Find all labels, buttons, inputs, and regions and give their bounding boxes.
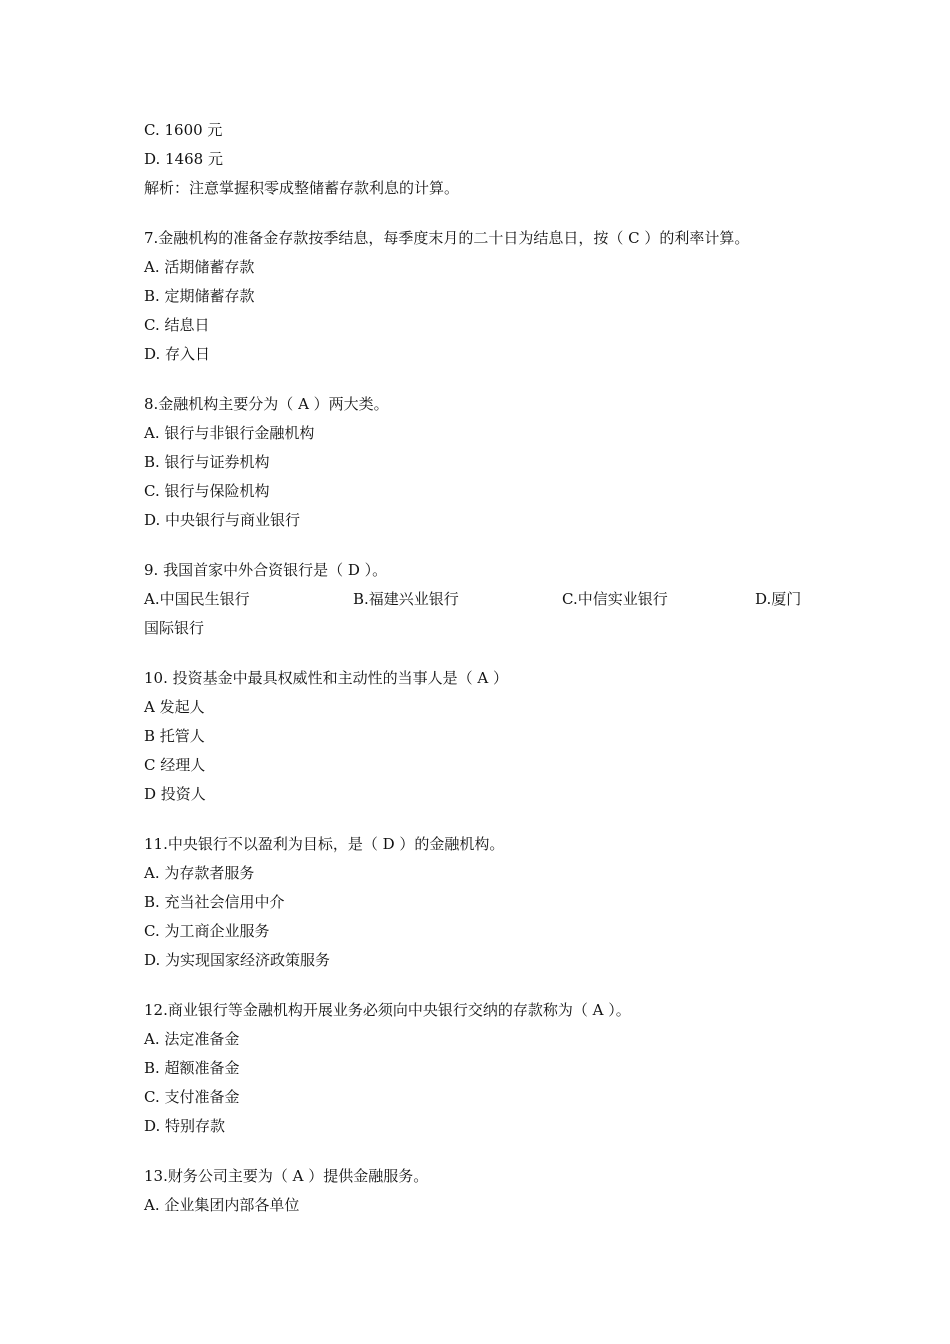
question-stem: 10. 投资基金中最具权威性和主动性的当事人是（ A ） [144,669,508,687]
option-a: A. 活期储蓄存款 [144,258,255,276]
option-b: B.福建兴业银行 [353,590,459,608]
inline-options-row [144,585,824,614]
question-8 [144,390,824,535]
option-d: D. 存入日 [144,345,211,363]
option-d: D. 为实现国家经济政策服务 [144,951,331,969]
option-c: C. 支付准备金 [144,1088,240,1106]
option-c: C 经理人 [144,756,206,774]
option-b: B. 充当社会信用中介 [144,893,285,911]
question-stem: 8.金融机构主要分为（ A ）两大类。 [144,395,389,413]
question-stem: 9. 我国首家中外合资银行是（ D ）。 [144,561,388,579]
option-b: B. 银行与证券机构 [144,453,270,471]
question-7 [144,224,824,369]
option-c: C. 结息日 [144,316,210,334]
option-c: C. 1600 元 [144,121,223,139]
question-11 [144,830,824,975]
option-d: D. 中央银行与商业银行 [144,511,301,529]
option-a: A. 企业集团内部各单位 [144,1196,300,1214]
option-a: A. 银行与非银行金融机构 [144,424,315,442]
option-b: B. 定期储蓄存款 [144,287,255,305]
option-d: D. 1468 元 [144,150,223,168]
question-12 [144,996,824,1141]
option-a: A. 为存款者服务 [144,864,255,882]
analysis-text: 解析：注意掌握积零成整储蓄存款利息的计算。 [144,179,460,197]
option-b: B. 超额准备金 [144,1059,240,1077]
option-d-continuation: 国际银行 [144,619,205,637]
option-a: A.中国民生银行 [144,590,250,608]
option-a: A. 法定准备金 [144,1030,240,1048]
option-d: D. 特别存款 [144,1117,226,1135]
option-c: C. 为工商企业服务 [144,922,270,940]
document-page [144,116,824,1220]
question-stem: 13.财务公司主要为（ A ）提供金融服务。 [144,1167,429,1185]
option-c: C. 银行与保险机构 [144,482,270,500]
question-stem: 11.中央银行不以盈利为目标，是（ D ）的金融机构。 [144,835,505,853]
option-a: A 发起人 [144,698,205,716]
option-d: D.厦门 [755,590,802,608]
option-d: D 投资人 [144,785,206,803]
question-13 [144,1162,824,1220]
question-10 [144,664,824,809]
question-9 [144,556,824,643]
question-stem: 7.金融机构的准备金存款按季结息，每季度末月的二十日为结息日，按（ C ）的利率计算。 [144,229,750,247]
question-stem: 12.商业银行等金融机构开展业务必须向中央银行交纳的存款称为（ A ）。 [144,1001,631,1019]
option-c: C.中信实业银行 [562,590,668,608]
option-b: B 托管人 [144,727,205,745]
